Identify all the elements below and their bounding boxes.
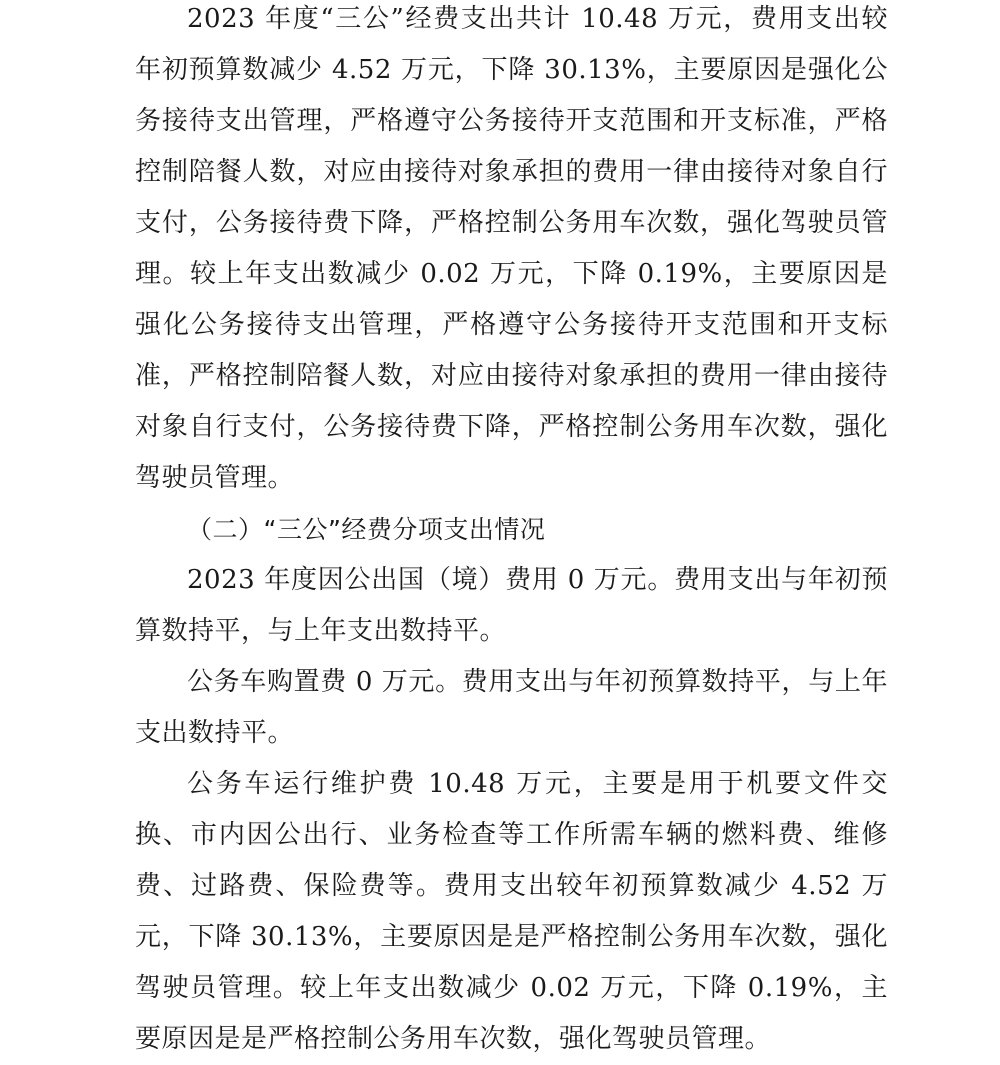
paragraph-total-expenditure: 2023 年度“三公”经费支出共计 10.48 万元，费用支出较年初预算数减少 4.52 万元，下降 30.13%，主要原因是强化公务接待支出管理，严格遵守公务接待开支范围和开支标准，严格控制陪餐人数，对应由接待对象承担的费用一律由接待对象自行支付，公务接待费下降，严格控制公务用车次数，强化驾驶员管理。较上年支出数减少 0.02 万元，下降 0.19%，主要原因是强化公务接待支出管理，严格遵守公务接待开支范围和开支标准，严格控制陪餐人数，对应由接待对象承担的费用一律由接待对象自行支付，公务接待费下降，严格控制公务用车次数，强化驾驶员管理。 xyxy=(135,4,888,493)
paragraph-vehicle-purchase: 公务车购置费 0 万元。费用支出与年初预算数持平，与上年支出数持平。 xyxy=(135,667,888,748)
section-heading: （二）“三公”经费分项支出情况 xyxy=(187,515,546,544)
paragraph-overseas-travel: 2023 年度因公出国（境）费用 0 万元。费用支出与年初预算数持平，与上年支出数持平。 xyxy=(135,565,888,646)
paragraph-vehicle-maintenance: 公务车运行维护费 10.48 万元，主要是用于机要文件交换、市内因公出行、业务检查等工作所需车辆的燃料费、维修费、过路费、保险费等。费用支出较年初预算数减少 4.52 万元，下降 30.13%，主要原因是是严格控制公务用车次数，强化驾驶员管理。较上年支出数减少 0.02 万元，下降 0.19%，主要原因是是严格控制公务用车次数，强化驾驶员管理。 xyxy=(135,769,888,1054)
